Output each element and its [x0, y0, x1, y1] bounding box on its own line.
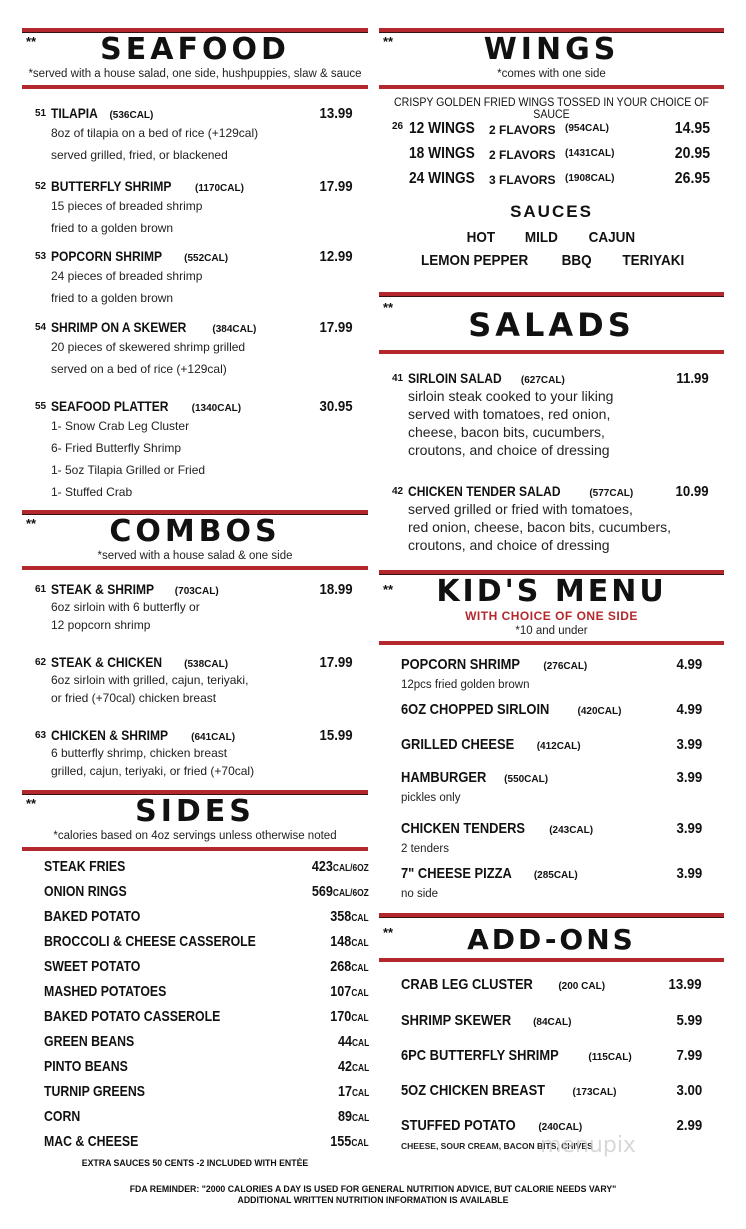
wing-price: 20.95 [674, 145, 710, 162]
item-description: 24 pieces of breaded shrimp [51, 269, 203, 283]
seafood-stars: ** [26, 34, 37, 49]
item-description: grilled, cajun, teriyaki, or fried (+70cal) [51, 764, 255, 778]
side-calorie-unit: CAL [351, 963, 369, 974]
side-name: PINTO BEANS [44, 1058, 128, 1075]
item-description: 1- Stuffed Crab [51, 485, 133, 499]
wings-stars: ** [383, 34, 394, 49]
kids-stars: ** [383, 582, 394, 597]
sauce-option: BBQ [561, 252, 592, 269]
side-calorie-value: 358 [330, 908, 352, 925]
item-price: 30.95 [319, 398, 353, 415]
item-number: 42 [392, 486, 404, 497]
item-calories: (243CAL) [549, 825, 594, 836]
wing-flavors: 2 FLAVORS [489, 123, 556, 137]
item-number: 62 [35, 657, 47, 668]
combos-title: COMBOS [109, 514, 281, 549]
side-item [44, 1108, 369, 1132]
item-description: cheese, bacon bits, cucumbers, [408, 424, 605, 440]
sauces-row-2 [379, 252, 724, 269]
sauce-option: TERIYAKI [622, 252, 685, 269]
item-name: 5OZ CHICKEN BREAST [401, 1082, 546, 1099]
menu-item [379, 483, 724, 553]
item-price: 13.99 [668, 976, 702, 993]
item-description: served grilled or fried with tomatoes, [408, 501, 633, 517]
menu-item [379, 820, 724, 855]
item-calories: (552CAL) [184, 253, 229, 264]
wing-calories: (954CAL) [565, 123, 609, 134]
item-calories: (115CAL) [588, 1052, 632, 1063]
item-description: fried to a golden brown [51, 221, 174, 235]
item-price: 17.99 [319, 654, 353, 671]
side-calorie-value: 17 [337, 1083, 352, 1100]
item-name-line [408, 483, 633, 501]
item-name: TILAPIA [51, 105, 98, 121]
item-name-line [401, 656, 587, 674]
seafood-subtitle: *served with a house salad, one side, hushpuppies, slaw & sauce [28, 68, 362, 80]
item-price: 2.99 [676, 1117, 702, 1134]
item-description: fried to a golden brown [51, 291, 174, 305]
item-description: croutons, and choice of dressing [408, 442, 610, 458]
item-name-line [408, 370, 565, 388]
menu-item [379, 736, 724, 756]
side-calorie-unit: CAL [351, 938, 369, 949]
item-number: 53 [35, 251, 47, 262]
sides-title: SIDES [135, 794, 255, 829]
side-name: BAKED POTATO CASSEROLE [44, 1008, 221, 1025]
side-calorie-value: 89 [337, 1108, 352, 1125]
item-description: served with tomatoes, red onion, [408, 406, 611, 422]
item-name: STEAK & CHICKEN [51, 654, 163, 670]
addons-stars: ** [383, 925, 394, 940]
item-name: CHICKEN TENDER SALAD [408, 483, 561, 499]
side-calorie-unit: CAL [351, 1088, 369, 1099]
item-calories: (538CAL) [184, 659, 229, 670]
item-number: 51 [35, 108, 47, 119]
item-name-line [401, 976, 605, 994]
side-item [44, 983, 369, 1007]
kids-subtitle: *10 and under [515, 625, 588, 637]
wing-item [379, 120, 724, 142]
sides-subtitle: *calories based on 4oz servings unless otherwise noted [53, 830, 337, 842]
item-number: 52 [35, 181, 47, 192]
menu-item [22, 105, 368, 162]
item-name-line [401, 769, 548, 787]
item-name: GRILLED CHEESE [401, 736, 515, 753]
menu-item [379, 976, 724, 996]
sauces-row-1 [379, 229, 724, 246]
combos-section [22, 510, 368, 785]
menu-item [379, 370, 724, 458]
sides-bottom-bar [22, 847, 368, 851]
item-price: 10.99 [675, 483, 709, 500]
item-calories: (200 CAL) [558, 981, 606, 992]
side-item [44, 883, 369, 907]
addons-section [379, 913, 724, 1163]
side-item [44, 858, 369, 882]
side-name: SWEET POTATO [44, 958, 141, 975]
item-calories: (412CAL) [536, 741, 581, 752]
item-name: CHICKEN TENDERS [401, 820, 526, 837]
side-calories [331, 933, 369, 950]
side-calorie-value: 148 [330, 933, 352, 950]
wings-subtitle: *comes with one side [497, 68, 606, 80]
item-name: SEAFOOD PLATTER [51, 398, 169, 414]
item-number: 41 [392, 373, 404, 384]
menu-item [379, 1047, 724, 1067]
sauce-option: CAJUN [588, 229, 635, 246]
side-calorie-unit: CAL [351, 1013, 369, 1024]
side-calories [312, 883, 369, 900]
addons-top-bar [379, 913, 724, 918]
side-calorie-value: 170 [330, 1008, 352, 1025]
salads-title: SALADS [468, 306, 635, 344]
addons-title: ADD-ONS [467, 923, 636, 956]
side-name: GREEN BEANS [44, 1033, 135, 1050]
kids-title: KID'S MENU [436, 574, 667, 609]
wing-calories: (1908CAL) [565, 173, 615, 184]
wing-price: 14.95 [674, 120, 710, 137]
item-description: 6 butterfly shrimp, chicken breast [51, 746, 228, 760]
item-price: 7.99 [676, 1047, 702, 1064]
footer-line-1: FDA REMINDER: "2000 CALORIES A DAY IS USED FOR GENERAL NUTRITION ADVICE, BUT CALORIE NEEDS VARY" [129, 1184, 617, 1195]
item-calories: (173CAL) [572, 1087, 617, 1098]
item-name-line [401, 820, 593, 838]
menu-item [22, 654, 368, 705]
side-calorie-value: 155 [330, 1133, 352, 1150]
item-name: SHRIMP ON A SKEWER [51, 319, 187, 335]
item-description: 6oz sirloin with grilled, cajun, teriyaki, [51, 673, 249, 687]
item-calories: (1340CAL) [191, 403, 242, 414]
item-calories: (240CAL) [538, 1122, 583, 1133]
side-calories [338, 1058, 369, 1075]
wing-price: 26.95 [674, 170, 710, 187]
combos-stars: ** [26, 516, 37, 531]
item-name-line [51, 178, 244, 196]
item-calories: (536CAL) [109, 110, 154, 121]
side-calorie-value: 569 [312, 883, 334, 900]
side-name: MASHED POTATOES [44, 983, 167, 1000]
item-description: served grilled, fried, or blackened [51, 148, 228, 162]
side-calorie-unit: CAL [351, 1063, 369, 1074]
item-calories: (276CAL) [543, 661, 588, 672]
menu-item [379, 701, 724, 721]
item-name: STEAK & SHRIMP [51, 581, 155, 597]
salads-section [379, 292, 724, 570]
sides-stars: ** [26, 796, 37, 811]
sides-section [22, 790, 368, 1180]
menu-item [379, 1012, 724, 1032]
watermark: menupix [540, 1133, 636, 1158]
salads-stars: ** [383, 300, 394, 315]
menu-item [22, 398, 368, 499]
item-name-line [401, 865, 578, 883]
item-description: 12 popcorn shrimp [51, 618, 151, 632]
wing-flavors: 2 FLAVORS [489, 148, 556, 162]
menu-item [379, 1082, 724, 1102]
item-description: 12pcs fried golden brown [401, 679, 530, 691]
side-name: MAC & CHEESE [44, 1133, 139, 1150]
addons-bottom-bar [379, 958, 724, 962]
item-name: CHICKEN & SHRIMP [51, 727, 169, 743]
item-name: STUFFED POTATO [401, 1117, 516, 1134]
side-calorie-value: 423 [312, 858, 334, 875]
seafood-section [22, 28, 368, 508]
item-name-line [51, 581, 219, 599]
side-item [44, 1133, 369, 1157]
footer [0, 1184, 746, 1206]
item-description: 15 pieces of breaded shrimp [51, 199, 203, 213]
salads-top-bar [379, 292, 724, 297]
item-number: 61 [35, 584, 47, 595]
sides-note: EXTRA SAUCES 50 CENTS -2 INCLUDED WITH ENTÉE [81, 1158, 309, 1169]
item-price: 17.99 [319, 319, 353, 336]
item-description: croutons, and choice of dressing [408, 537, 610, 553]
item-name-line [51, 398, 241, 416]
item-number: 55 [35, 401, 47, 412]
kids-bottom-bar [379, 641, 724, 645]
salads-bottom-bar [379, 350, 724, 354]
wings-bottom-bar [379, 85, 724, 89]
combos-subtitle: *served with a house salad & one side [97, 550, 293, 562]
seafood-title: SEAFOOD [100, 32, 290, 67]
side-item [44, 1058, 369, 1082]
item-description: 6oz sirloin with 6 butterfly or [51, 600, 200, 614]
menu-item [22, 581, 368, 632]
item-description: no side [401, 888, 439, 900]
item-calories: (285CAL) [533, 870, 578, 881]
item-name-line [401, 1082, 616, 1100]
sauce-option: LEMON PEPPER [420, 252, 529, 269]
item-price: 3.99 [676, 769, 702, 786]
kids-choice: WITH CHOICE OF ONE SIDE [465, 609, 638, 623]
side-calorie-unit: CAL [351, 988, 369, 999]
kids-section [379, 570, 724, 910]
menu-item [22, 727, 368, 778]
item-description: 20 pieces of skewered shrimp grilled [51, 340, 246, 354]
side-name: STEAK FRIES [44, 858, 126, 875]
item-name-line [401, 1012, 571, 1030]
sauces-title: SAUCES [510, 202, 593, 221]
wings-number: 26 [392, 121, 404, 132]
item-name: HAMBURGER [401, 769, 487, 786]
side-calories [312, 858, 369, 875]
item-price: 17.99 [319, 178, 353, 195]
item-calories: (577CAL) [589, 488, 634, 499]
item-calories: (84CAL) [533, 1017, 572, 1028]
item-number: 54 [35, 322, 47, 333]
item-number: 63 [35, 730, 47, 741]
item-name-line [51, 727, 235, 745]
side-item [44, 1033, 369, 1057]
wing-item [379, 145, 724, 167]
item-price: 3.99 [676, 865, 702, 882]
wings-section [379, 28, 724, 290]
item-description: sirloin steak cooked to your liking [408, 388, 614, 404]
item-description: served on a bed of rice (+129cal) [51, 362, 227, 376]
side-name: CORN [44, 1108, 81, 1125]
item-description: 1- 5oz Tilapia Grilled or Fried [51, 463, 206, 477]
item-price: 12.99 [319, 248, 353, 265]
item-name: BUTTERFLY SHRIMP [51, 178, 172, 194]
menu-item [22, 248, 368, 305]
item-price: 4.99 [676, 656, 702, 673]
item-calories: (420CAL) [577, 706, 622, 717]
item-price: 13.99 [319, 105, 353, 122]
item-name-line [401, 701, 621, 719]
item-price: 11.99 [676, 370, 709, 387]
side-calories [331, 983, 369, 1000]
item-price: 18.99 [319, 581, 353, 598]
item-price: 15.99 [319, 727, 353, 744]
item-name: CRAB LEG CLUSTER [401, 976, 533, 993]
item-name-line [51, 319, 256, 337]
item-name-line [51, 654, 228, 672]
item-description: 8oz of tilapia on a bed of rice (+129cal) [51, 126, 259, 140]
side-calorie-value: 44 [337, 1033, 352, 1050]
item-price: 3.99 [676, 820, 702, 837]
side-item [44, 908, 369, 932]
side-calorie-value: 268 [330, 958, 352, 975]
item-calories: (703CAL) [174, 586, 219, 597]
menu-item [22, 319, 368, 376]
item-name: 6OZ CHOPPED SIRLOIN [401, 701, 550, 718]
item-calories: (641CAL) [191, 732, 236, 743]
item-description: 1- Snow Crab Leg Cluster [51, 419, 190, 433]
side-item [44, 958, 369, 982]
side-name: BAKED POTATO [44, 908, 141, 925]
item-name: 7" CHEESE PIZZA [401, 865, 512, 882]
item-name-line [401, 1047, 632, 1065]
side-calorie-value: 42 [337, 1058, 352, 1075]
wing-count: 12 WINGS [409, 120, 475, 137]
item-description: pickles only [401, 792, 461, 804]
item-description: or fried (+70cal) chicken breast [51, 691, 217, 705]
side-calorie-unit: CAL/6OZ [333, 863, 369, 874]
item-calories: (1170CAL) [195, 183, 244, 194]
side-calorie-unit: CAL [351, 1038, 369, 1049]
wing-calories: (1431CAL) [565, 148, 615, 159]
side-calorie-unit: CAL [351, 913, 369, 924]
combos-bottom-bar [22, 566, 368, 570]
left-column [22, 0, 368, 1229]
side-name: BROCCOLI & CHEESE CASSEROLE [44, 933, 256, 950]
side-calories [338, 1108, 369, 1125]
item-price: 5.99 [676, 1012, 702, 1029]
side-calories [331, 1008, 369, 1025]
side-name: TURNIP GREENS [44, 1083, 145, 1100]
side-item [44, 1083, 369, 1107]
menu-item [379, 769, 724, 804]
item-name: 6PC BUTTERFLY SHRIMP [401, 1047, 559, 1064]
item-name: SHRIMP SKEWER [401, 1012, 512, 1029]
item-calories: (627CAL) [520, 375, 565, 386]
menu-item [379, 865, 724, 900]
item-calories: (550CAL) [504, 774, 549, 785]
item-name: SIRLOIN SALAD [408, 370, 502, 386]
wing-count: 18 WINGS [409, 145, 475, 162]
item-name-line [401, 736, 581, 754]
item-description: 2 tenders [401, 843, 449, 855]
side-calorie-unit: CAL [351, 1113, 369, 1124]
menu-item [22, 178, 368, 235]
item-calories: (384CAL) [212, 324, 257, 335]
item-description: CHEESE, SOUR CREAM, BACON BITS, CHIVES [401, 1141, 593, 1151]
side-item [44, 933, 369, 957]
item-name: POPCORN SHRIMP [51, 248, 163, 264]
right-column [379, 0, 724, 1229]
side-calorie-value: 107 [330, 983, 352, 1000]
sauce-option: HOT [467, 229, 496, 246]
footer-line-2: ADDITIONAL WRITTEN NUTRITION INFORMATION IS AVAILABLE [237, 1195, 509, 1206]
side-calorie-unit: CAL/6OZ [333, 888, 369, 899]
wing-count: 24 WINGS [409, 170, 475, 187]
seafood-bottom-bar [22, 85, 368, 89]
side-item [44, 1008, 369, 1032]
side-calories [338, 1033, 369, 1050]
wings-intro: CRISPY GOLDEN FRIED WINGS TOSSED IN YOUR CHOICE OF SAUCE [394, 97, 709, 121]
item-name: POPCORN SHRIMP [401, 656, 520, 673]
side-calories [331, 958, 369, 975]
item-price: 4.99 [676, 701, 702, 718]
item-description: 6- Fried Butterfly Shrimp [51, 441, 182, 455]
side-calorie-unit: CAL [351, 1138, 369, 1149]
item-name-line [51, 105, 153, 123]
side-calories [331, 1133, 369, 1150]
sauce-option: MILD [524, 229, 558, 246]
side-calories [338, 1083, 369, 1100]
item-price: 3.00 [676, 1082, 702, 1099]
item-name-line [51, 248, 228, 266]
item-price: 3.99 [676, 736, 702, 753]
item-description: red onion, cheese, bacon bits, cucumbers, [408, 519, 672, 535]
menu-item [379, 656, 724, 691]
wing-item [379, 170, 724, 192]
side-calories [331, 908, 369, 925]
wings-title: WINGS [483, 32, 620, 67]
wing-flavors: 3 FLAVORS [489, 173, 556, 187]
side-name: ONION RINGS [44, 883, 127, 900]
